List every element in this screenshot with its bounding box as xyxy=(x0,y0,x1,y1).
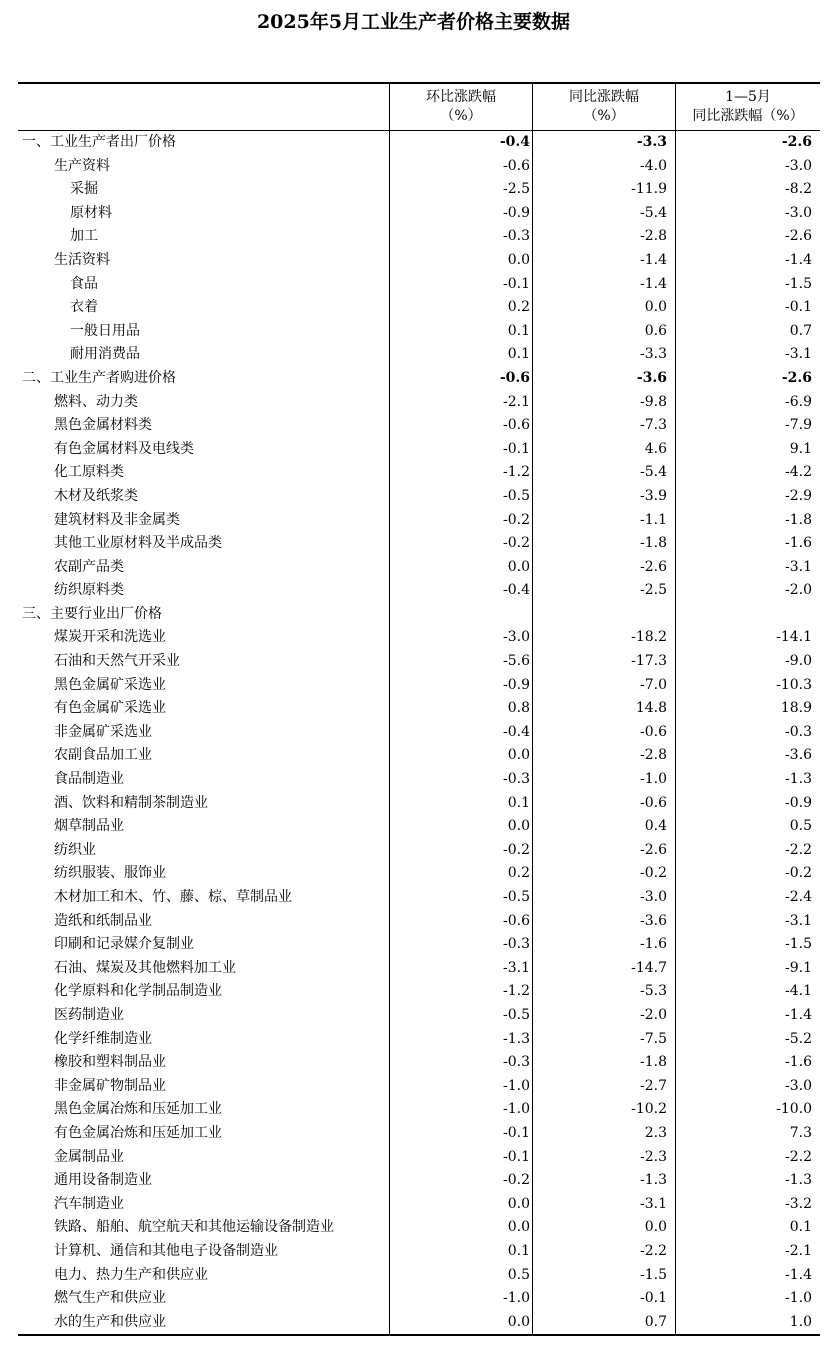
table-row xyxy=(18,556,820,580)
table-row xyxy=(18,509,820,533)
yoy-value: -5.4 xyxy=(640,464,667,481)
mom-value: -1.0 xyxy=(503,1290,530,1307)
mom-value: 0.1 xyxy=(507,794,530,811)
ytd-value: -1.6 xyxy=(785,535,812,552)
table-row xyxy=(18,815,820,839)
column-divider xyxy=(675,84,676,1334)
mom-value: -0.1 xyxy=(503,1148,530,1165)
ytd-value: -1.0 xyxy=(785,1290,812,1307)
row-label: 食品 xyxy=(70,275,98,292)
table-row xyxy=(18,626,820,650)
row-label: 电力、热力生产和供应业 xyxy=(54,1266,208,1283)
yoy-value: -7.0 xyxy=(640,676,667,693)
yoy-value: -2.8 xyxy=(640,228,667,245)
yoy-value: -0.6 xyxy=(640,794,667,811)
ytd-value: -1.3 xyxy=(785,1172,812,1189)
header-mom-line1: 环比涨跌幅 xyxy=(426,89,496,105)
table-header xyxy=(18,84,820,131)
table-row xyxy=(18,1122,820,1146)
row-label: 通用设备制造业 xyxy=(54,1172,152,1189)
yoy-value: -1.3 xyxy=(640,1172,667,1189)
mom-value: -0.2 xyxy=(503,1172,530,1189)
ytd-value: -2.4 xyxy=(785,889,812,905)
row-label: 铁路、船舶、航空航天和其他运输设备制造业 xyxy=(54,1219,334,1236)
mom-value: -0.2 xyxy=(503,841,530,858)
table-row xyxy=(18,249,820,273)
mom-value: 0.1 xyxy=(507,1242,530,1259)
table-row xyxy=(18,202,820,226)
table-row xyxy=(18,603,820,627)
row-label: 纺织业 xyxy=(54,841,96,858)
header-ytd-line1: 1—5月 xyxy=(725,89,771,105)
ytd-value: -6.9 xyxy=(785,393,812,410)
yoy-value: -11.9 xyxy=(631,181,667,198)
ytd-value: -3.1 xyxy=(785,346,812,363)
ytd-value: -1.6 xyxy=(785,1054,812,1071)
table-row xyxy=(18,886,820,910)
ytd-value: -3.0 xyxy=(785,1077,812,1094)
table-row xyxy=(18,155,820,179)
yoy-value: 0.4 xyxy=(644,818,667,835)
yoy-value: 0.0 xyxy=(644,299,667,316)
table-row xyxy=(18,1240,820,1264)
mom-value: -0.4 xyxy=(503,723,530,740)
ytd-value: -3.1 xyxy=(785,912,812,929)
page-title: 2025年5月工业生产者价格主要数据 xyxy=(256,11,571,33)
table-row xyxy=(18,485,820,509)
mom-value: 0.8 xyxy=(507,700,530,717)
yoy-value: -3.9 xyxy=(640,487,667,504)
row-label: 印刷和记录媒介复制业 xyxy=(54,936,194,953)
row-label: 燃料、动力类 xyxy=(54,393,138,410)
table-row xyxy=(18,438,820,462)
table-row xyxy=(18,273,820,297)
ytd-value: -0.2 xyxy=(785,865,812,882)
ytd-value: -2.6 xyxy=(785,228,812,245)
row-label: 金属制品业 xyxy=(54,1148,124,1165)
yoy-value: -2.6 xyxy=(640,558,667,575)
row-label: 生活资料 xyxy=(54,251,110,268)
row-label: 生产资料 xyxy=(54,157,110,174)
row-label: 化学原料和化学制品制造业 xyxy=(54,983,222,1000)
yoy-value: -14.7 xyxy=(631,959,667,976)
yoy-value: -1.0 xyxy=(640,771,667,788)
ytd-value: 9.1 xyxy=(789,440,812,457)
table-row xyxy=(18,1264,820,1288)
table-row xyxy=(18,131,820,155)
mom-value: 0.0 xyxy=(507,818,530,835)
table-row xyxy=(18,933,820,957)
yoy-value: -2.8 xyxy=(640,747,667,764)
header-ytd xyxy=(676,84,820,130)
header-mom-line2: （%） xyxy=(440,108,482,124)
ytd-value: 7.3 xyxy=(789,1124,812,1141)
row-label: 黑色金属矿采选业 xyxy=(54,676,166,693)
mom-value: -3.0 xyxy=(503,629,530,646)
row-label: 黑色金属材料类 xyxy=(54,417,152,434)
yoy-value: -10.2 xyxy=(631,1101,667,1118)
mom-value: 0.1 xyxy=(507,346,530,363)
table-row xyxy=(18,1146,820,1170)
row-label: 化工原料类 xyxy=(54,464,124,481)
table-row xyxy=(18,1004,820,1028)
yoy-value: -1.5 xyxy=(640,1266,667,1283)
ytd-value: 18.9 xyxy=(780,700,812,717)
table-row xyxy=(18,461,820,485)
ytd-value: -2.2 xyxy=(785,1148,812,1165)
table-row xyxy=(18,320,820,344)
ytd-value: -1.4 xyxy=(785,1266,812,1283)
price-data-table xyxy=(18,82,820,1336)
row-label: 造纸和纸制品业 xyxy=(54,912,152,929)
row-label: 石油和天然气开采业 xyxy=(54,653,180,670)
row-label: 农副食品加工业 xyxy=(54,747,152,764)
yoy-value: -2.0 xyxy=(640,1006,667,1023)
yoy-value: -3.6 xyxy=(636,369,667,386)
table-row xyxy=(18,980,820,1004)
row-label: 食品制造业 xyxy=(54,771,124,788)
yoy-value: -1.1 xyxy=(640,511,667,528)
mom-value: -0.1 xyxy=(503,275,530,292)
header-mom xyxy=(390,84,532,130)
row-label: 计算机、通信和其他电子设备制造业 xyxy=(54,1242,278,1259)
row-label: 衣着 xyxy=(70,299,98,316)
table-row xyxy=(18,650,820,674)
ytd-value: -9.0 xyxy=(785,653,812,670)
table-row xyxy=(18,1169,820,1193)
yoy-value: -1.4 xyxy=(640,251,667,268)
ytd-value: -9.1 xyxy=(785,959,812,976)
yoy-value: -7.3 xyxy=(640,417,667,434)
row-label: 有色金属冶炼和压延加工业 xyxy=(54,1124,222,1141)
table-row xyxy=(18,792,820,816)
header-yoy-line2: （%） xyxy=(583,108,625,124)
row-label: 有色金属材料及电线类 xyxy=(54,440,194,457)
table-row xyxy=(18,1028,820,1052)
row-label: 医药制造业 xyxy=(54,1006,124,1023)
mom-value: 0.0 xyxy=(507,747,530,764)
yoy-value: -9.8 xyxy=(640,393,667,410)
mom-value: 0.5 xyxy=(507,1266,530,1283)
row-label: 石油、煤炭及其他燃料加工业 xyxy=(54,959,236,976)
ytd-value: -3.0 xyxy=(785,157,812,174)
table-row xyxy=(18,343,820,367)
ytd-value: -1.4 xyxy=(785,1006,812,1023)
table-row xyxy=(18,1216,820,1240)
header-yoy-line1: 同比涨跌幅 xyxy=(569,89,639,105)
mom-value: -0.5 xyxy=(503,1006,530,1023)
mom-value: -0.3 xyxy=(503,936,530,953)
yoy-value: -1.6 xyxy=(640,936,667,953)
table-row xyxy=(18,1098,820,1122)
mom-value: 0.0 xyxy=(507,558,530,575)
row-label: 有色金属矿采选业 xyxy=(54,700,166,717)
yoy-value: 4.6 xyxy=(644,440,667,457)
table-row xyxy=(18,1287,820,1311)
table-row xyxy=(18,768,820,792)
row-label: 纺织服装、服饰业 xyxy=(54,865,166,882)
mom-value: -0.4 xyxy=(499,134,530,150)
yoy-value: 2.3 xyxy=(644,1124,667,1141)
ytd-value: -10.0 xyxy=(776,1101,812,1118)
row-label: 烟草制品业 xyxy=(54,818,124,835)
yoy-value: -2.5 xyxy=(640,582,667,599)
ytd-value: 0.7 xyxy=(789,322,812,339)
yoy-value: 14.8 xyxy=(635,700,667,717)
mom-value: -0.3 xyxy=(503,771,530,788)
table-row xyxy=(18,414,820,438)
row-label: 建筑材料及非金属类 xyxy=(54,511,180,528)
row-label: 原材料 xyxy=(70,204,112,221)
mom-value: -0.2 xyxy=(503,511,530,528)
row-label: 化学纤维制造业 xyxy=(54,1030,152,1047)
row-label: 一般日用品 xyxy=(70,322,140,339)
table-row xyxy=(18,721,820,745)
yoy-value: -18.2 xyxy=(631,629,667,646)
row-label: 农副产品类 xyxy=(54,558,124,575)
mom-value: -0.6 xyxy=(503,157,530,174)
mom-value: -0.6 xyxy=(503,912,530,929)
row-label: 加工 xyxy=(70,228,98,245)
row-label: 汽车制造业 xyxy=(54,1195,124,1212)
table-row xyxy=(18,674,820,698)
table-row xyxy=(18,1193,820,1217)
ytd-value: -2.9 xyxy=(785,487,812,504)
mom-value: -0.3 xyxy=(503,1054,530,1071)
mom-value: -0.3 xyxy=(503,228,530,245)
mom-value: -1.0 xyxy=(503,1101,530,1118)
row-label: 采掘 xyxy=(70,181,98,198)
mom-value: -0.5 xyxy=(503,889,530,905)
yoy-value: -3.0 xyxy=(640,889,667,905)
row-label: 酒、饮料和精制茶制造业 xyxy=(54,794,208,811)
yoy-value: -1.4 xyxy=(640,275,667,292)
yoy-value: -2.7 xyxy=(640,1077,667,1094)
yoy-value: -7.5 xyxy=(640,1030,667,1047)
column-divider xyxy=(389,84,390,1334)
row-label: 耐用消费品 xyxy=(70,346,140,363)
yoy-value: 0.7 xyxy=(644,1313,667,1330)
yoy-value: -1.8 xyxy=(640,535,667,552)
table-row xyxy=(18,1311,820,1335)
mom-value: -3.1 xyxy=(503,959,530,976)
mom-value: -0.2 xyxy=(503,535,530,552)
ytd-value: -1.5 xyxy=(785,936,812,953)
ytd-value: -7.9 xyxy=(785,417,812,434)
row-label: 三、主要行业出厂价格 xyxy=(22,605,162,622)
ytd-value: -1.5 xyxy=(785,275,812,292)
ytd-value: -10.3 xyxy=(776,676,812,693)
table-body xyxy=(18,131,820,1334)
header-yoy xyxy=(533,84,675,130)
ytd-value: -2.6 xyxy=(781,134,812,150)
ytd-value: -4.2 xyxy=(785,464,812,481)
yoy-value: 0.0 xyxy=(644,1219,667,1236)
yoy-value: -3.3 xyxy=(640,346,667,363)
ytd-value: -14.1 xyxy=(776,629,812,646)
yoy-value: -3.1 xyxy=(640,1195,667,1212)
ytd-value: -3.6 xyxy=(785,747,812,764)
mom-value: -2.1 xyxy=(503,393,530,410)
yoy-value: -17.3 xyxy=(631,653,667,670)
mom-value: 0.1 xyxy=(507,322,530,339)
mom-value: 0.0 xyxy=(507,1219,530,1236)
row-label: 燃气生产和供应业 xyxy=(54,1290,166,1307)
ytd-value: -0.1 xyxy=(785,299,812,316)
mom-value: 0.0 xyxy=(507,1313,530,1330)
table-row xyxy=(18,178,820,202)
table-row xyxy=(18,744,820,768)
row-label: 木材及纸浆类 xyxy=(54,487,138,504)
table-row xyxy=(18,225,820,249)
ytd-value: -1.8 xyxy=(785,511,812,528)
ytd-value: -5.2 xyxy=(785,1030,812,1047)
ytd-value: -2.6 xyxy=(781,369,812,386)
header-ytd-line2: 同比涨跌幅（%） xyxy=(692,108,804,124)
table-row xyxy=(18,862,820,886)
row-label: 二、工业生产者购进价格 xyxy=(22,369,176,386)
table-row xyxy=(18,1075,820,1099)
ytd-value: -1.4 xyxy=(785,251,812,268)
ytd-value: -8.2 xyxy=(785,181,812,198)
mom-value: -0.6 xyxy=(499,369,530,386)
ytd-value: -1.3 xyxy=(785,771,812,788)
ytd-value: -0.9 xyxy=(785,794,812,811)
mom-value: -0.1 xyxy=(503,440,530,457)
ytd-value: -0.3 xyxy=(785,723,812,740)
mom-value: -2.5 xyxy=(503,181,530,198)
table-row xyxy=(18,391,820,415)
table-row xyxy=(18,367,820,391)
mom-value: 0.0 xyxy=(507,251,530,268)
yoy-value: -5.3 xyxy=(640,983,667,1000)
mom-value: -0.5 xyxy=(503,487,530,504)
row-label: 非金属矿物制品业 xyxy=(54,1077,166,1094)
yoy-value: -5.4 xyxy=(640,204,667,221)
row-label: 木材加工和木、竹、藤、棕、草制品业 xyxy=(54,889,292,905)
ytd-value: 0.1 xyxy=(789,1219,812,1236)
mom-value: 0.2 xyxy=(507,299,530,316)
row-label: 黑色金属冶炼和压延加工业 xyxy=(54,1101,222,1118)
table-row xyxy=(18,697,820,721)
yoy-value: 0.6 xyxy=(644,322,667,339)
mom-value: -0.1 xyxy=(503,1124,530,1141)
yoy-value: -1.8 xyxy=(640,1054,667,1071)
table-row xyxy=(18,579,820,603)
yoy-value: -3.6 xyxy=(640,912,667,929)
yoy-value: -4.0 xyxy=(640,157,667,174)
row-label: 纺织原料类 xyxy=(54,582,124,599)
ytd-value: -3.0 xyxy=(785,204,812,221)
row-label: 水的生产和供应业 xyxy=(54,1313,166,1330)
yoy-value: -2.6 xyxy=(640,841,667,858)
row-label: 其他工业原材料及半成品类 xyxy=(54,535,222,552)
row-label: 一、工业生产者出厂价格 xyxy=(22,134,176,150)
column-divider xyxy=(532,84,533,1334)
ytd-value: -3.1 xyxy=(785,558,812,575)
yoy-value: -3.3 xyxy=(636,134,667,150)
mom-value: 0.2 xyxy=(507,865,530,882)
yoy-value: -0.6 xyxy=(640,723,667,740)
ytd-value: -2.0 xyxy=(785,582,812,599)
ytd-value: 0.5 xyxy=(789,818,812,835)
table-row xyxy=(18,910,820,934)
mom-value: -0.4 xyxy=(503,582,530,599)
mom-value: -1.0 xyxy=(503,1077,530,1094)
table-row xyxy=(18,957,820,981)
mom-value: -1.2 xyxy=(503,464,530,481)
mom-value: -1.2 xyxy=(503,983,530,1000)
row-label: 非金属矿采选业 xyxy=(54,723,152,740)
mom-value: -1.3 xyxy=(503,1030,530,1047)
mom-value: 0.0 xyxy=(507,1195,530,1212)
yoy-value: -0.2 xyxy=(640,865,667,882)
table-row xyxy=(18,1051,820,1075)
table-row xyxy=(18,839,820,863)
yoy-value: -2.3 xyxy=(640,1148,667,1165)
ytd-value: -2.1 xyxy=(785,1242,812,1259)
mom-value: -0.9 xyxy=(503,204,530,221)
row-label: 橡胶和塑料制品业 xyxy=(54,1054,166,1071)
yoy-value: -0.1 xyxy=(640,1290,667,1307)
yoy-value: -2.2 xyxy=(640,1242,667,1259)
mom-value: -0.6 xyxy=(503,417,530,434)
table-row xyxy=(18,532,820,556)
mom-value: -0.9 xyxy=(503,676,530,693)
row-label: 煤炭开采和洗选业 xyxy=(54,629,166,646)
ytd-value: -3.2 xyxy=(785,1195,812,1212)
ytd-value: 1.0 xyxy=(789,1313,812,1330)
ytd-value: -2.2 xyxy=(785,841,812,858)
mom-value: -5.6 xyxy=(503,653,530,670)
ytd-value: -4.1 xyxy=(785,983,812,1000)
table-row xyxy=(18,296,820,320)
